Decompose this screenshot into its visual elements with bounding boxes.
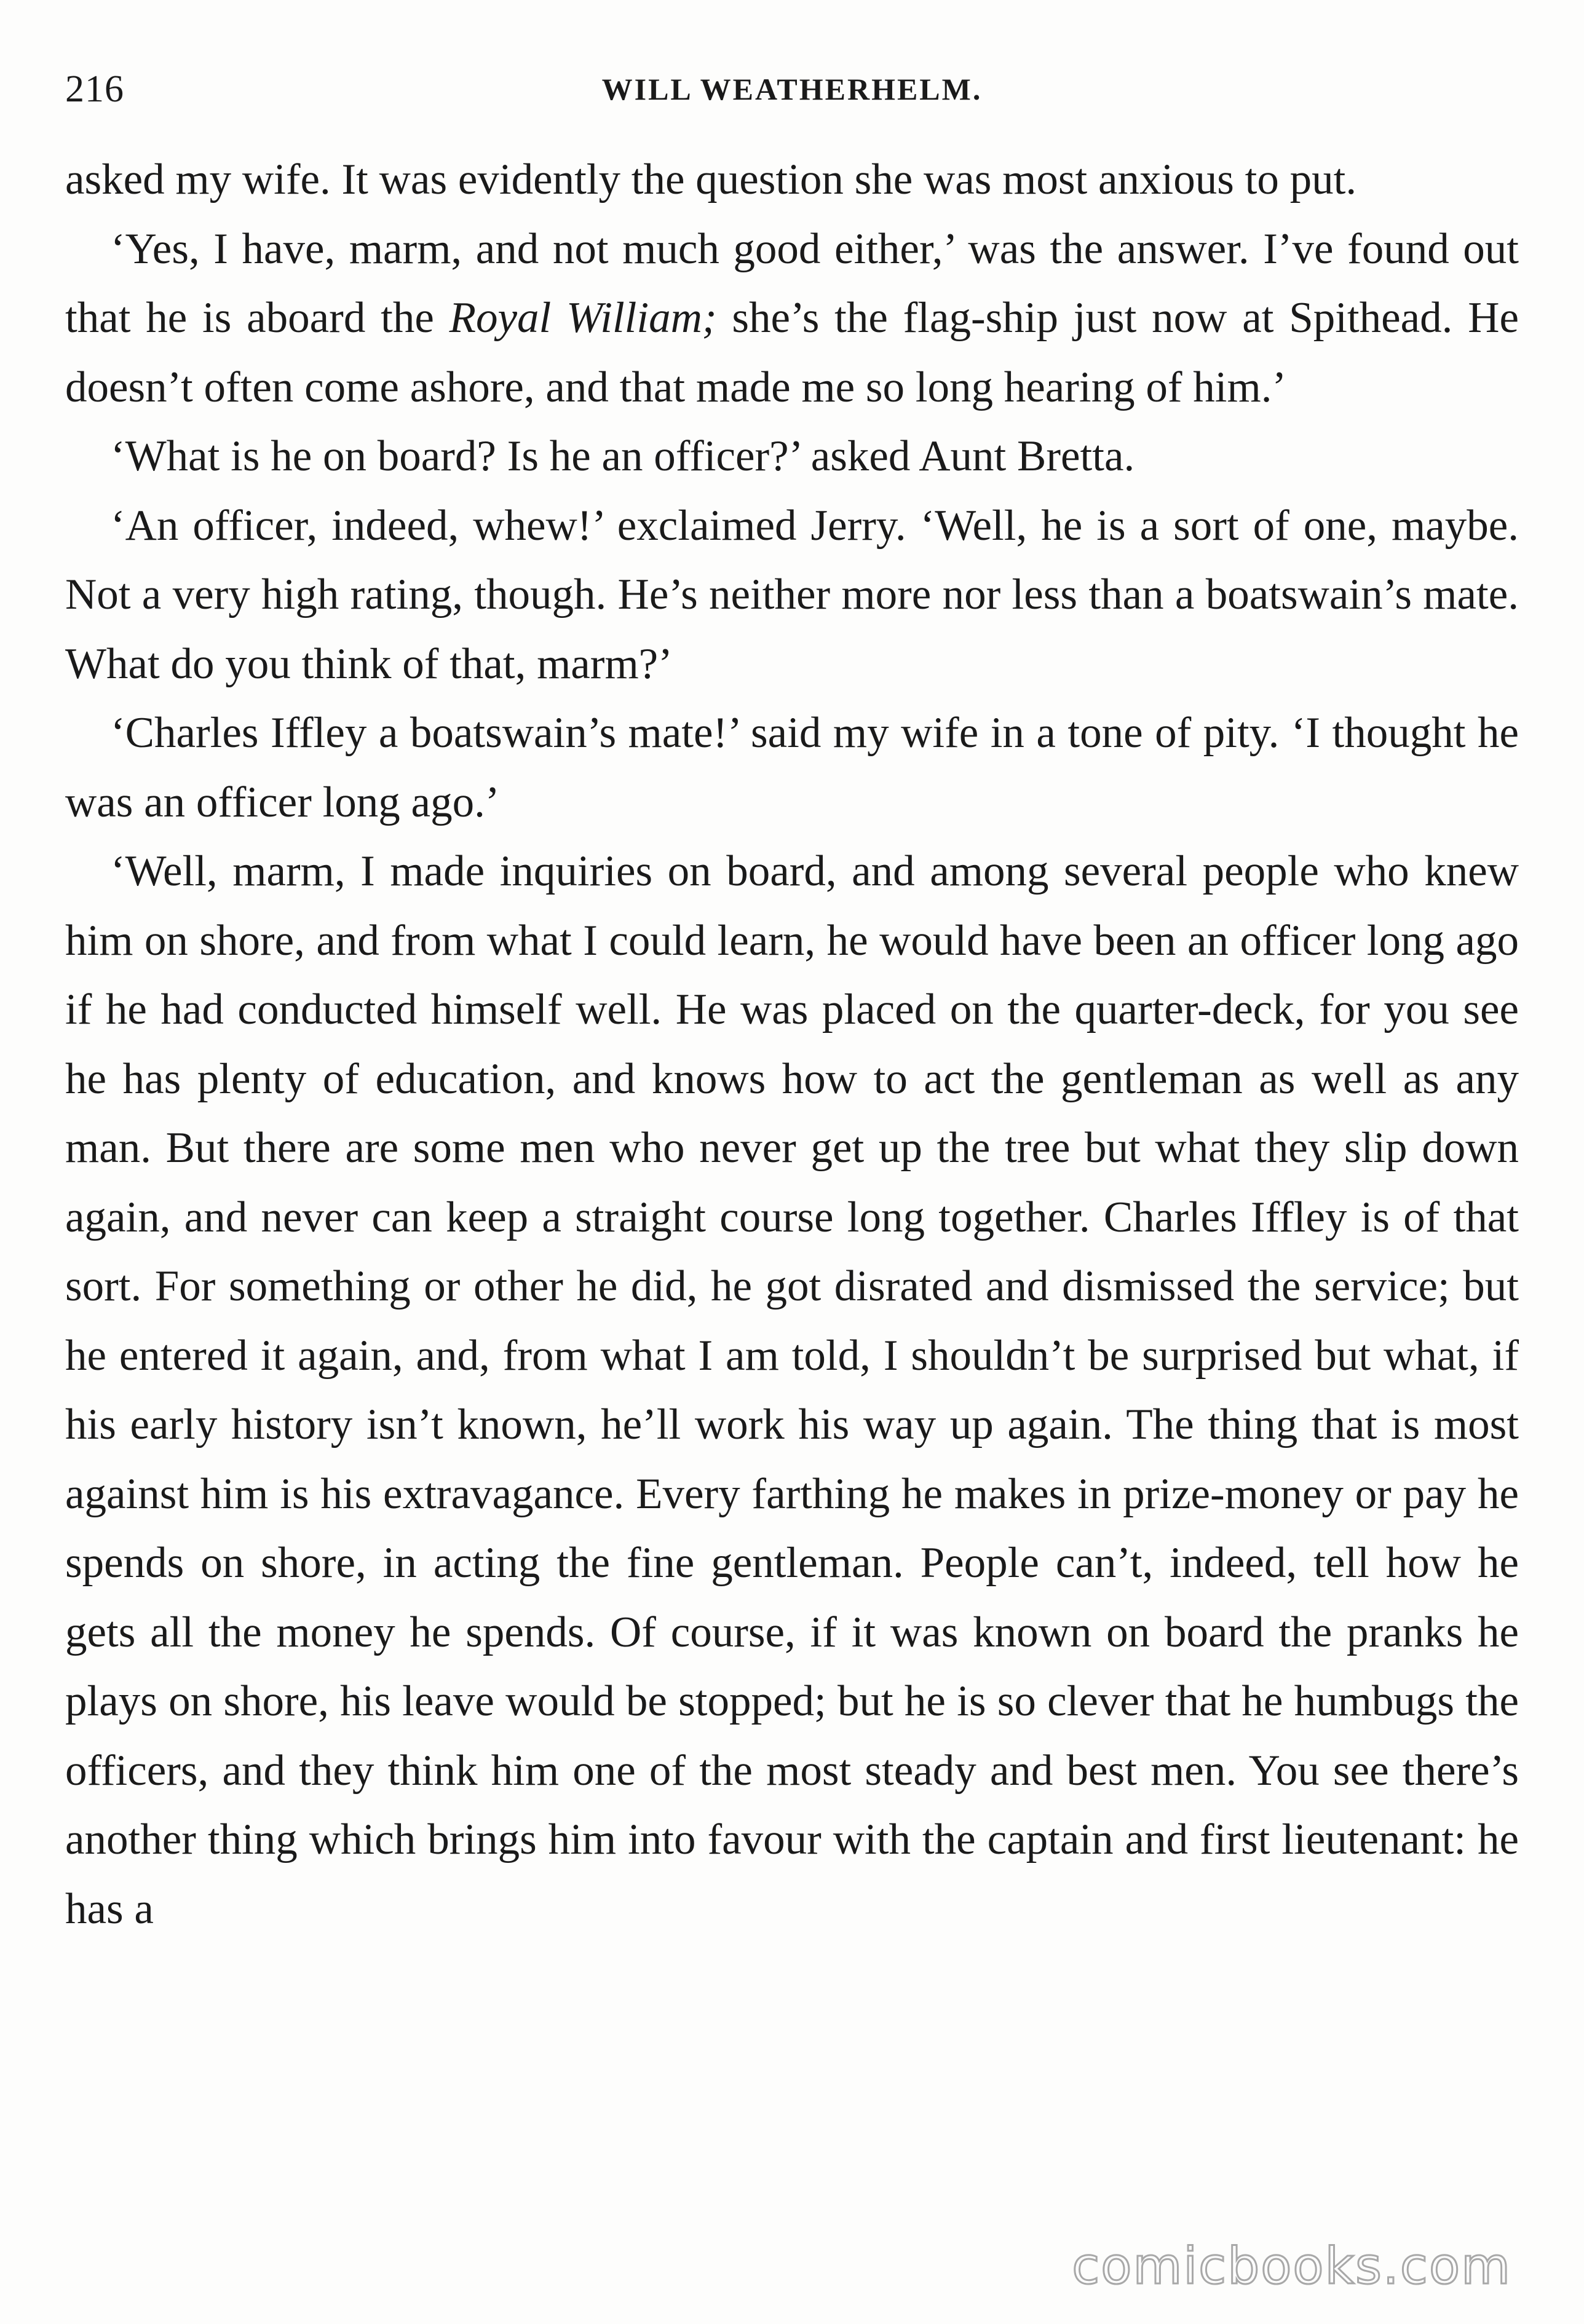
paragraph-text: ‘Yes, I have, marm, and not much good either,’ was the answer. I’ve found out that he is aboard the: [65, 224, 1519, 342]
page-number: 216: [65, 68, 124, 110]
paragraph: ‘An officer, indeed, whew!’ exclaimed Jerry. ‘Well, he is a sort of one, maybe. Not a very high rating, though. He’s neither more nor less than a boatswain’s mate. What do you think of that, marm?’: [65, 501, 1519, 688]
paragraph: ‘Well, marm, I made inquiries on board, and among several people who knew him on shore, and from what I could learn, he would have been an officer long ago if he had conducted himself well. He was placed on the quarter-deck, for you see he has plenty of education, and knows how to act the gentleman as well as any man. But there are some men who never get up the tree but what they slip down again, and never can keep a straight course long together. Charles Iffley is of that sort. For something or other he did, he got disrated and dismissed the service; but he entered it again, and, from what I am told, I shouldn’t be surprised but what, if his early history isn’t known, he’ll work his way up again. The thing that is most against him is his extravagance. Every farthing he makes in prize-money or pay he spends on shore, in acting the fine gentleman. People can’t, indeed, tell how he gets all the money he spends. Of course, if it was known on board the pranks he plays on shore, his leave would be stopped; but he is so clever that he humbugs the officers, and they think him one of the most steady and best men. You see there’s another thing which brings him into favour with the captain and first lieutenant: he has a: [65, 847, 1519, 1933]
ship-name-emphasis: Royal William;: [449, 294, 717, 342]
body-text: [65, 145, 1519, 1943]
paragraph: ‘Charles Iffley a boatswain’s mate!’ said my wife in a tone of pity. ‘I thought he was an officer long ago.’: [65, 709, 1519, 826]
page-header: [65, 55, 1519, 123]
paragraph: [65, 215, 1519, 422]
watermark: comicbooks.com: [1072, 2237, 1511, 2296]
paragraph-text: she’s the flag-ship just now at Spithead. He doesn’t often come ashore, and that made me so long hearing of him.’: [65, 294, 1519, 411]
paragraph: asked my wife. It was evidently the question she was most anxious to put.: [65, 156, 1357, 204]
running-head: WILL WEATHERHELM.: [601, 72, 983, 106]
paragraph: ‘What is he on board? Is he an officer?’ asked Aunt Bretta.: [111, 432, 1135, 480]
